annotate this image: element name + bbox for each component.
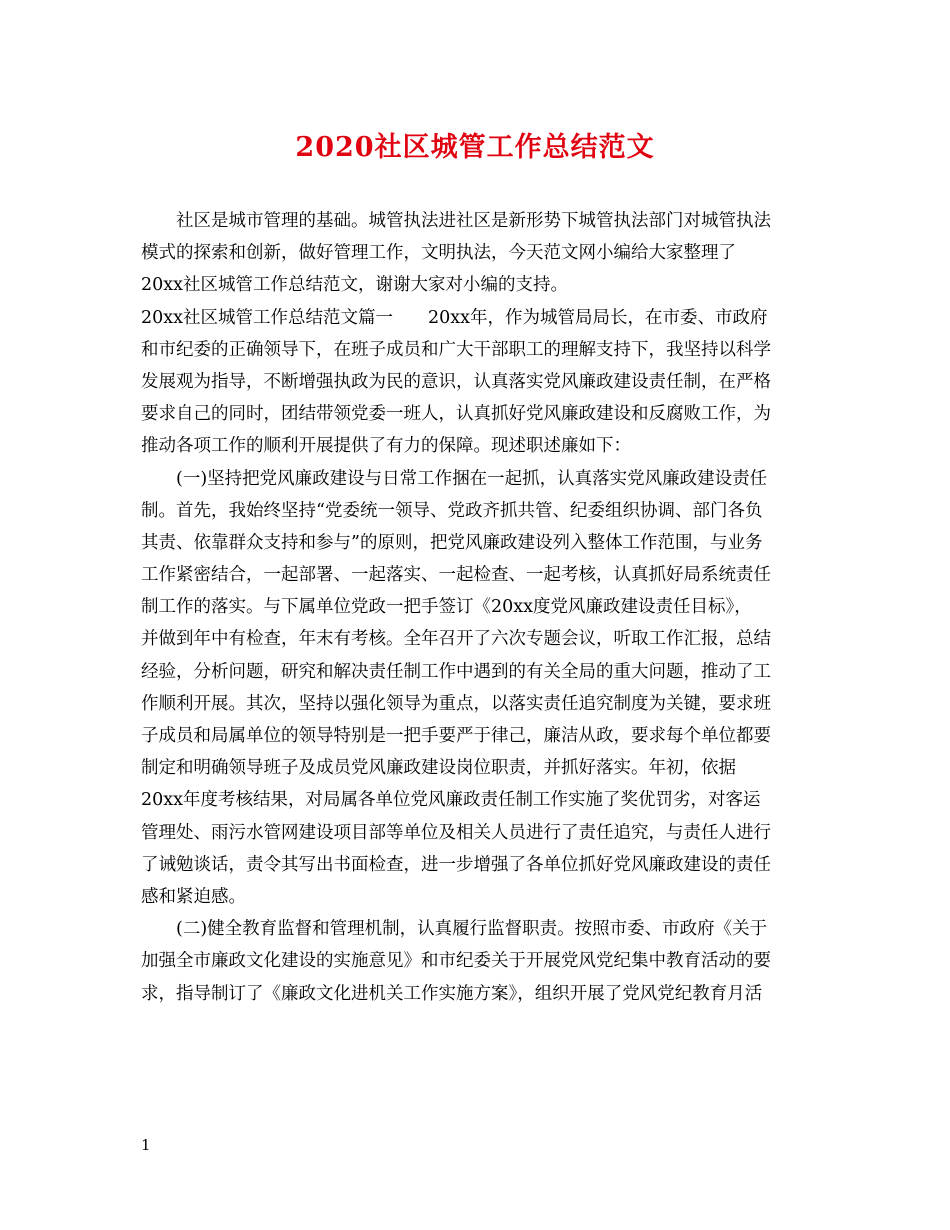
page-number: 1: [141, 1136, 151, 1154]
document-title: 2020社区城管工作总结范文: [295, 132, 655, 163]
text-line: 制定和明确领导班子及成员党风廉政建设岗位职责，并抓好落实。年初，依据: [141, 758, 736, 779]
text-line: 和市纪委的正确领导下，在班子成员和广大干部职工的理解支持下，我坚持以科学: [141, 339, 771, 360]
text-line: (一)坚持把党风廉政建设与日常工作捆在一起抓，认真落实党风廉政建设责任: [176, 468, 768, 489]
text-line: 模式的探索和创新，做好管理工作，文明执法，今天范文网小编给大家整理了: [141, 243, 736, 264]
text-line: 要求自己的同时，团结带领党委一班人，认真抓好党风廉政建设和反腐败工作，为: [141, 404, 771, 425]
text-line: 求，指导制订了《廉政文化进机关工作实施方案》，组织开展了党风党纪教育月活: [141, 983, 763, 1004]
text-line: 并做到年中有检查，年末有考核。全年召开了六次专题会议，听取工作汇报，总结: [141, 629, 771, 650]
text-line: 制。首先，我始终坚持“党委统一领导、党政齐抓共管、纪委组织协调、部门各负: [141, 500, 763, 521]
text-line: 感和紧迫感。: [141, 886, 246, 907]
text-line: 20xx社区城管工作总结范文篇一 20xx年，作为城管局局长，在市委、市政府: [141, 307, 768, 328]
text-line: 其责、依靠群众支持和参与”的原则，把党风廉政建设列入整体工作范围，与业务: [141, 532, 763, 553]
text-line: 经验，分析问题，研究和解决责任制工作中遇到的有关全局的重大问题，推动了工: [141, 661, 771, 682]
text-line: 工作紧密结合，一起部署、一起落实、一起检查、一起考核，认真抓好局系统责任: [141, 565, 771, 586]
text-line: 20xx年度考核结果，对局属各单位党风廉政责任制工作实施了奖优罚劣，对客运: [141, 790, 761, 811]
text-line: 作顺利开展。其次，坚持以强化领导为重点，以落实责任追究制度为关键，要求班: [141, 693, 771, 714]
text-line: 子成员和局属单位的领导特别是一把手要严于律己，廉洁从政，要求每个单位都要: [141, 726, 771, 746]
document-body: [141, 205, 823, 1010]
text-line: 20xx社区城管工作总结范文，谢谢大家对小编的支持。: [141, 275, 569, 296]
text-line: 发展观为指导，不断增强执政为民的意识，认真落实党风廉政建设责任制，在严格: [141, 371, 771, 392]
text-line: (二)健全教育监督和管理机制，认真履行监督职责。按照市委、市政府《关于: [176, 919, 768, 940]
text-line: 制工作的落实。与下属单位党政一把手签订《20xx度党风廉政建设责任目标》，: [141, 597, 752, 618]
text-line: 推动各项工作的顺利开展提供了有力的保障。现述职述廉如下：: [141, 436, 631, 457]
text-line: 了诫勉谈话，责令其写出书面检查，进一步增强了各单位抓好党风廉政建设的责任: [141, 854, 771, 875]
text-line: 加强全市廉政文化建设的实施意见》和市纪委关于开展党风党纪集中教育活动的要: [141, 951, 771, 972]
text-line: 社区是城市管理的基础。城管执法进社区是新形势下城管执法部门对城管执法: [176, 211, 771, 231]
text-line: 管理处、雨污水管网建设项目部等单位及相关人员进行了责任追究，与责任人进行: [141, 822, 771, 843]
